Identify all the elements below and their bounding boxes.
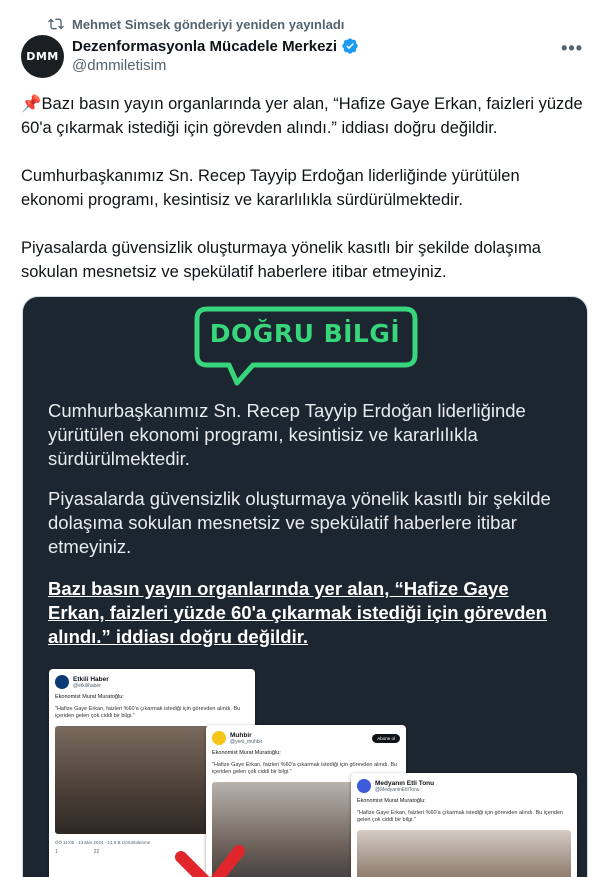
card-quote: "Hafize Gaye Erkan, faizleri %60'a çıkarmak istediği için görevden alındı. Bu içeriden gelen çok ciddi bir bilgi.": [212, 762, 398, 775]
card-author-name: Medyanın Etli Tonu: [375, 779, 435, 787]
card-author-name: Etkili Haber: [73, 675, 109, 683]
media-text-2: Piyasalarda güvensizlik oluşturmaya yönelik kasıtlı bir şekilde dolaşıma sokulan mesnetsiz ve spekülatif haberlere itibar etmeyiniz.: [48, 488, 551, 557]
card-photo: [357, 830, 571, 877]
author-name[interactable]: Dezenformasyonla Mücadele Merkezi: [72, 37, 338, 55]
card-line: Ekonomist Murat Muratoğlu:: [357, 798, 426, 804]
avatar: [55, 675, 69, 689]
avatar-logo-text: DMM: [26, 50, 59, 63]
tweet-paragraph-1: [21, 92, 586, 140]
avatar: [212, 731, 226, 745]
tweet-text: [21, 92, 586, 308]
retweet-text: Mehmet Simsek gönderiyi yeniden yayınladı: [72, 16, 345, 32]
reply-count: 1: [55, 849, 58, 855]
retweet-indicator[interactable]: [48, 16, 344, 32]
retweet-count: 22: [93, 849, 100, 855]
tweet-paragraph-3: Piyasalarda güvensizlik oluşturmaya yönelik kasıtlı bir şekilde dolaşıma sokulan mesnetsiz ve spekülatif haberlere itibar etmeyiniz.: [21, 239, 541, 281]
card-meta: ÖÖ 11:05 · 13 Mar 2024 · 14,8 B Görüntülenme: [55, 840, 151, 845]
author-block: [72, 37, 359, 74]
card-quote: "Hafize Gaye Erkan, faizleri %60'a çıkarmak istediği için görevden alındı. Bu içeriden gelen çok ciddi bir bilgi.": [357, 810, 563, 823]
card-author-handle: @etkilihaber: [73, 682, 101, 689]
red-cross-icon: [173, 837, 253, 877]
tweet-paragraph-2: Cumhurbaşkanımız Sn. Recep Tayyip Erdoğan liderliğinde yürütülen ekonomi programı, kesintisiz ve kararlılıkla sürdürülmektedir.: [21, 167, 520, 209]
card-author-name: Muhbir: [230, 731, 252, 739]
dogru-bilgi-badge: [193, 305, 421, 389]
retweet-icon: [48, 16, 64, 32]
verified-badge-icon[interactable]: [341, 37, 359, 55]
subscribe-button: Abone ol: [372, 734, 400, 743]
card-quote: "Hafize Gaye Erkan, faizleri %60'a çıkarmak istediği için görevden alındı. Bu içeriden gelen çok ciddi bir bilgi.": [55, 706, 241, 719]
tweet-media-image[interactable]: [22, 296, 588, 877]
avatar[interactable]: [21, 35, 64, 78]
author-handle[interactable]: @dmmiletisim: [72, 57, 167, 74]
card-author-handle: @yeni_muhbir: [230, 738, 263, 745]
badge-label: DOĞRU BİLGİ: [209, 319, 401, 348]
pushpin-icon: 📌: [21, 95, 42, 113]
card-line: Ekonomist Murat Muratoğlu:: [212, 750, 281, 756]
media-text-3: Bazı basın yayın organlarında yer alan, “Hafize Gaye Erkan, faizleri yüzde 60'a çıkarmak istediği için görevden alındı.” iddiası doğru değildir.: [48, 578, 547, 647]
card-author-handle: @MedyaninEtliTonu: [375, 786, 420, 793]
tweet-paragraph-1-text: Bazı basın yayın organlarında yer alan, “Hafize Gaye Erkan, faizleri yüzde 60'a çıkarmak istediği için görevden alındı.” iddiası doğru değildir.: [21, 95, 583, 137]
more-options-icon[interactable]: •••: [561, 38, 583, 58]
card-line: Ekonomist Murat Muratoğlu:: [55, 694, 124, 700]
embedded-tweet-card: [351, 773, 577, 877]
media-text-1: Cumhurbaşkanımız Sn. Recep Tayyip Erdoğan liderliğinde yürütülen ekonomi programı, kesintisiz ve kararlılıkla sürdürülmektedir.: [48, 400, 526, 469]
avatar: [357, 779, 371, 793]
